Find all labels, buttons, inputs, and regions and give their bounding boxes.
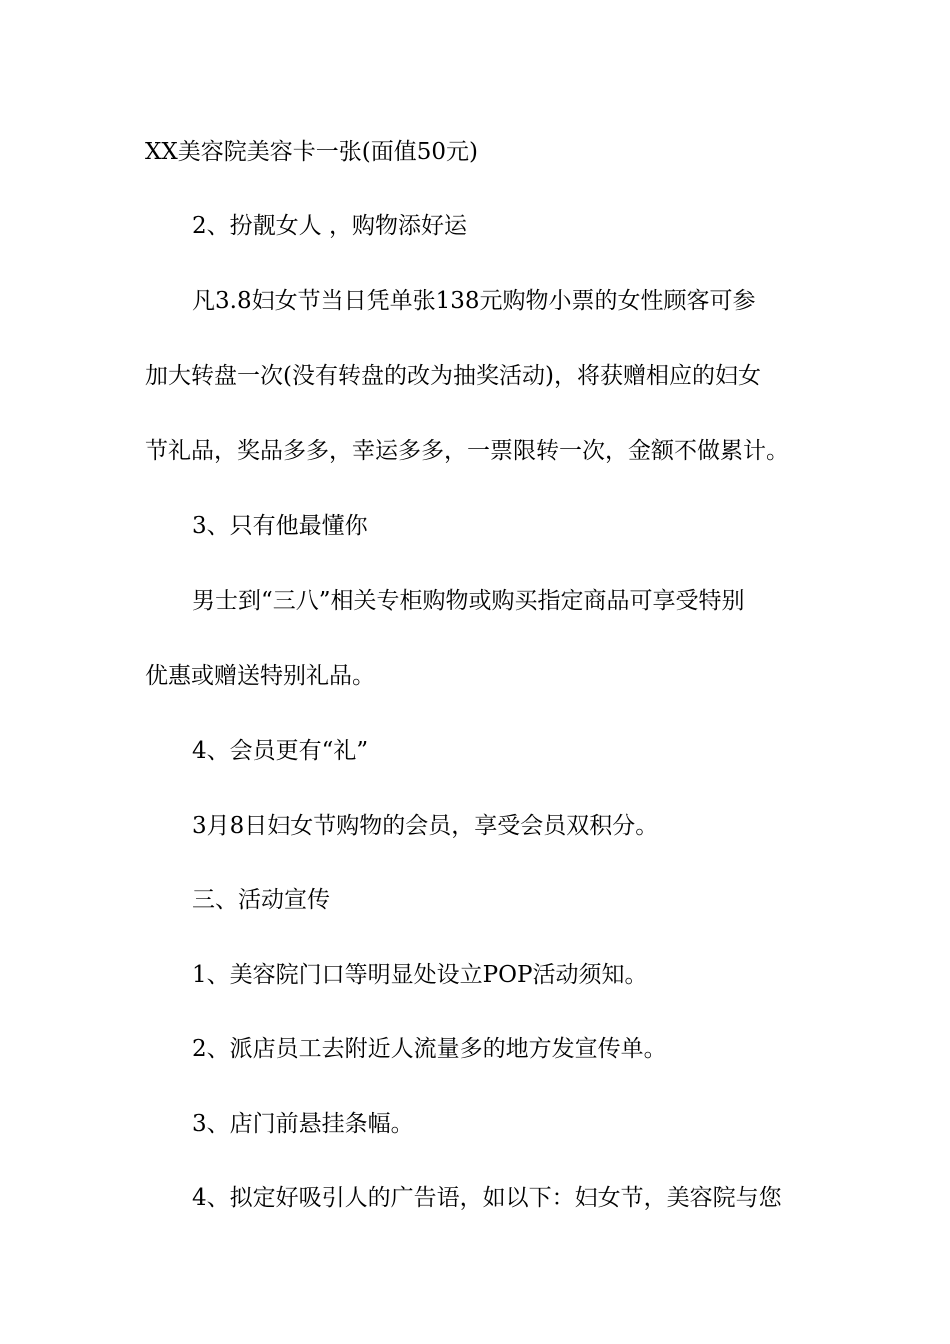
- list-item: 1、美容院门口等明显处设立POP活动须知。: [192, 962, 648, 988]
- text-line: 节礼品，奖品多多，幸运多多，一票限转一次，金额不做累计。: [145, 438, 789, 464]
- heading-item-2: 2、扮靓女人 ，购物添好运: [192, 213, 467, 239]
- heading-item-3: 3、只有他最懂你: [192, 513, 368, 539]
- heading-item-4: 4、会员更有“礼”: [192, 738, 369, 764]
- text-line-gift-card: XX美容院美容卡一张(面值50元): [145, 139, 478, 165]
- section-heading: 三、活动宣传: [192, 887, 330, 913]
- text-line: 3月8日妇女节购物的会员，享受会员双积分。: [192, 813, 659, 839]
- text-line: 加大转盘一次(没有转盘的改为抽奖活动)，将获赠相应的妇女: [145, 363, 761, 389]
- list-item: 2、派店员工去附近人流量多的地方发宣传单。: [192, 1036, 667, 1062]
- text-line: 凡3.8妇女节当日凭单张138元购物小票的女性顾客可参: [192, 288, 756, 314]
- list-item: 3、店门前悬挂条幅。: [192, 1111, 414, 1137]
- text-line: 优惠或赠送特别礼品。: [145, 663, 375, 689]
- text-line: 男士到“三八”相关专柜购物或购买指定商品可享受特别: [192, 588, 745, 614]
- list-item: 4、拟定好吸引人的广告语，如以下：妇女节，美容院与您: [192, 1185, 782, 1211]
